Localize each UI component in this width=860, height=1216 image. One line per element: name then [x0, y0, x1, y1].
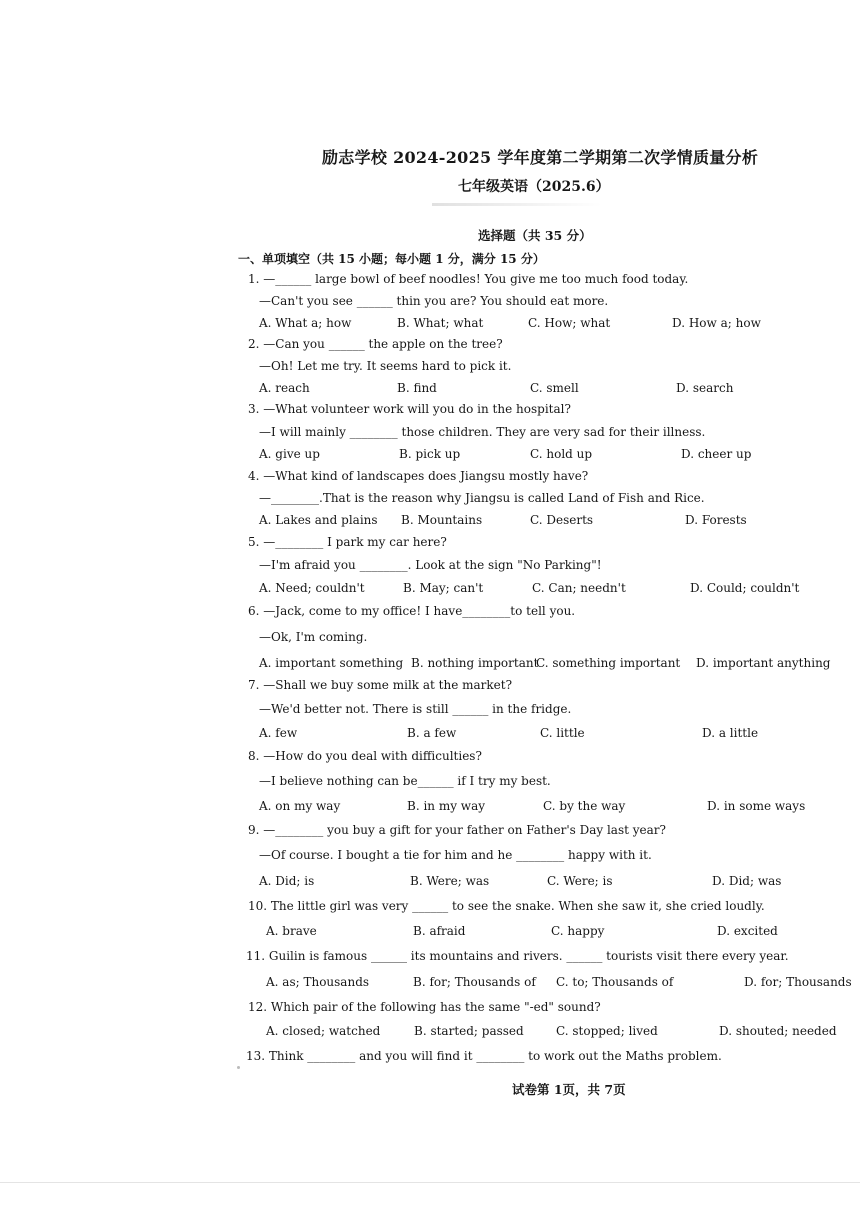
answer-option-a: A. important something — [259, 656, 404, 670]
answer-option-a: A. closed; watched — [266, 1024, 381, 1038]
question-stem: 12. Which pair of the following has the same "-ed" sound? — [248, 1000, 601, 1014]
question-reply: —Oh! Let me try. It seems hard to pick it. — [259, 359, 512, 373]
question-reply: —I believe nothing can be______ if I try my best. — [259, 774, 551, 788]
answer-option-d: D. shouted; needed — [719, 1024, 837, 1038]
answer-option-a: A. Need; couldn't — [259, 581, 365, 595]
answer-option-c: C. hold up — [530, 447, 593, 461]
answer-option-c: C. by the way — [543, 799, 626, 813]
question-reply: —Ok, I'm coming. — [259, 630, 368, 644]
question-stem: 4. —What kind of landscapes does Jiangsu mostly have? — [248, 469, 589, 483]
answer-option-a: A. as; Thousands — [266, 975, 370, 989]
answer-option-a: A. What a; how — [259, 316, 352, 330]
answer-option-a: A. Lakes and plains — [259, 513, 378, 527]
section-title: 选择题（共 35 分） — [478, 228, 592, 243]
answer-option-d: D. Forests — [685, 513, 747, 527]
page-footer: 试卷第 1页，共 7页 — [512, 1082, 626, 1097]
answer-option-b: B. find — [397, 381, 437, 395]
question-stem: 8. —How do you deal with difficulties? — [248, 749, 482, 763]
answer-option-a: A. reach — [259, 381, 310, 395]
answer-option-b: B. started; passed — [414, 1024, 524, 1038]
answer-option-d: D. excited — [717, 924, 778, 938]
answer-option-b: B. Mountains — [401, 513, 483, 527]
answer-option-b: B. Were; was — [410, 874, 490, 888]
answer-option-c: C. happy — [551, 924, 605, 938]
answer-option-c: C. Deserts — [530, 513, 594, 527]
answer-option-c: C. Can; needn't — [532, 581, 626, 595]
answer-option-b: B. in my way — [407, 799, 486, 813]
question-reply: —I will mainly ________ those children. They are very sad for their illness. — [259, 425, 706, 439]
question-stem: 5. —________ I park my car here? — [248, 535, 447, 549]
answer-option-c: C. How; what — [528, 316, 611, 330]
answer-option-b: B. a few — [407, 726, 457, 740]
bottom-rule — [0, 1182, 860, 1183]
question-stem: 11. Guilin is famous ______ its mountains and rivers. ______ tourists visit there every year. — [246, 949, 789, 963]
answer-option-b: B. What; what — [397, 316, 484, 330]
answer-option-c: C. stopped; lived — [556, 1024, 658, 1038]
question-stem: 10. The little girl was very ______ to see the snake. When she saw it, she cried loudly. — [248, 899, 765, 913]
answer-option-d: D. cheer up — [681, 447, 752, 461]
answer-option-c: C. smell — [530, 381, 579, 395]
answer-option-a: A. Did; is — [259, 874, 315, 888]
question-stem: 9. —________ you buy a gift for your father on Father's Day last year? — [248, 823, 666, 837]
answer-option-d: D. for; Thousands — [744, 975, 852, 989]
answer-option-d: D. in some ways — [707, 799, 806, 813]
question-stem: 1. —______ large bowl of beef noodles! You give me too much food today. — [248, 272, 689, 286]
scan-speck — [237, 1066, 240, 1069]
answer-option-d: D. Could; couldn't — [690, 581, 800, 595]
answer-option-a: A. give up — [259, 447, 320, 461]
question-reply: —I'm afraid you ________. Look at the sign "No Parking"! — [259, 558, 602, 572]
question-stem: 6. —Jack, come to my office! I have________to tell you. — [248, 604, 576, 618]
question-reply: —Of course. I bought a tie for him and he ________ happy with it. — [259, 848, 652, 862]
answer-option-d: D. important anything — [696, 656, 831, 670]
answer-option-b: B. for; Thousands of — [413, 975, 536, 989]
answer-option-d: D. How a; how — [672, 316, 761, 330]
question-stem: 3. —What volunteer work will you do in the hospital? — [248, 402, 571, 416]
answer-option-c: C. something important — [536, 656, 681, 670]
scan-smudge — [432, 203, 602, 206]
answer-option-d: D. a little — [702, 726, 759, 740]
part-title: 一、单项填空（共 15 小题；每小题 1 分，满分 15 分） — [238, 252, 545, 266]
exam-title: 励志学校 2024-2025 学年度第二学期第二次学情质量分析 — [322, 148, 759, 167]
answer-option-d: D. search — [676, 381, 734, 395]
question-stem: 2. —Can you ______ the apple on the tree? — [248, 337, 503, 351]
answer-option-a: A. brave — [266, 924, 317, 938]
answer-option-b: B. May; can't — [403, 581, 484, 595]
answer-option-a: A. on my way — [259, 799, 341, 813]
question-reply: —Can't you see ______ thin you are? You should eat more. — [259, 294, 609, 308]
question-stem: 7. —Shall we buy some milk at the market? — [248, 678, 513, 692]
answer-option-c: C. Were; is — [547, 874, 613, 888]
answer-option-a: A. few — [259, 726, 298, 740]
answer-option-c: C. little — [540, 726, 585, 740]
question-reply: —We'd better not. There is still ______ in the fridge. — [259, 702, 572, 716]
answer-option-b: B. nothing important — [411, 656, 539, 670]
answer-option-b: B. pick up — [399, 447, 461, 461]
exam-subtitle: 七年级英语（2025.6） — [458, 179, 610, 195]
answer-option-d: D. Did; was — [712, 874, 782, 888]
answer-option-c: C. to; Thousands of — [556, 975, 674, 989]
question-stem: 13. Think ________ and you will find it ________ to work out the Maths problem. — [246, 1049, 722, 1063]
answer-option-b: B. afraid — [413, 924, 466, 938]
question-reply: —________.That is the reason why Jiangsu is called Land of Fish and Rice. — [259, 491, 705, 505]
